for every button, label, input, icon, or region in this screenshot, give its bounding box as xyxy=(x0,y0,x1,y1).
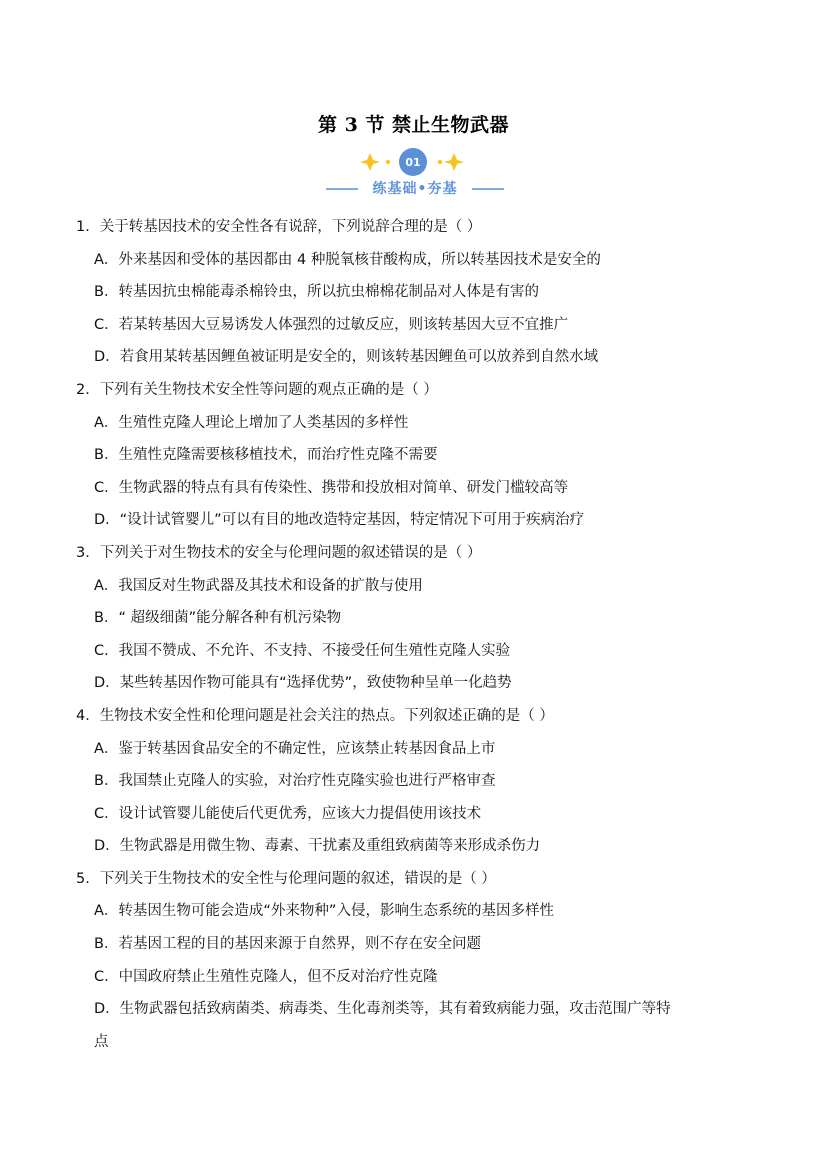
question-stem: 5．下列关于生物技术的安全性与伦理问题的叙述，错误的是（ ） xyxy=(76,870,496,887)
question-stem: 2．下列有关生物技术安全性等问题的观点正确的是（ ） xyxy=(76,381,438,398)
section-badge xyxy=(314,145,514,201)
option-d-continuation: 点 xyxy=(94,1033,109,1050)
page-title: 第 3 节 禁止生物武器 xyxy=(317,114,510,136)
option-b: B．我国禁止克隆人的实验，对治疗性克隆实验也进行严格审查 xyxy=(94,773,496,790)
question-stem: 3．下列关于对生物技术的安全与伦理问题的叙述错误的是（ ） xyxy=(76,544,482,561)
option-d: D．生物武器包括致病菌类、病毒类、生化毒剂类等，其有着致病能力强，攻击范围广等特 xyxy=(94,1001,671,1018)
option-b: B．若基因工程的目的基因来源于自然界，则不存在安全问题 xyxy=(94,936,481,953)
option-d: D．某些转基因作物可能具有“选择优势”，致使物种呈单一化趋势 xyxy=(94,675,512,692)
right-star-icon xyxy=(444,153,464,171)
question-stem: 1．关于转基因技术的安全性各有说辞，下列说辞合理的是（ ） xyxy=(76,219,482,235)
option-a: A．我国反对生物武器及其技术和设备的扩散与使用 xyxy=(94,577,423,594)
option-b: B．转基因抗虫棉能毒杀棉铃虫，所以抗虫棉棉花制品对人体是有害的 xyxy=(94,284,539,301)
question-5 xyxy=(76,863,766,1059)
option-a: A．外来基因和受体的基因都由 4 种脱氧核苷酸构成，所以转基因技术是安全的 xyxy=(94,251,601,268)
question-stem: 4．生物技术安全性和伦理问题是社会关注的热点。下列叙述正确的是（ ） xyxy=(76,707,554,724)
badge-label: 练基础•夯基 xyxy=(372,181,458,197)
question-list xyxy=(76,211,766,1058)
option-d: D．若食用某转基因鲤鱼被证明是安全的，则该转基因鲤鱼可以放养到自然水域 xyxy=(94,349,599,366)
option-b: B．“ 超级细菌”能分解各种有机污染物 xyxy=(94,610,342,627)
option-c: C．设计试管婴儿能使后代更优秀，应该大力提倡使用该技术 xyxy=(94,805,482,822)
option-c: C．我国不赞成、不允许、不支持、不接受任何生殖性克隆人实验 xyxy=(94,642,511,659)
option-a: A．转基因生物可能会造成“外来物种”入侵，影响生态系统的基因多样性 xyxy=(94,903,554,920)
option-d: D．“设计试管婴儿”可以有目的地改造特定基因，特定情况下可用于疾病治疗 xyxy=(94,512,585,529)
option-a: A．鉴于转基因食品安全的不确定性，应该禁止转基因食品上市 xyxy=(94,740,496,757)
question-4 xyxy=(76,700,766,863)
left-star-icon xyxy=(360,153,380,171)
option-c: C．若某转基因大豆易诱发人体强烈的过敏反应，则该转基因大豆不宜推广 xyxy=(94,316,569,333)
option-b: B．生殖性克隆需要核移植技术，而治疗性克隆不需要 xyxy=(94,447,438,464)
question-1 xyxy=(76,211,766,374)
question-3 xyxy=(76,537,766,700)
question-2 xyxy=(76,374,766,537)
option-c: C．生物武器的特点有具有传染性、携带和投放相对简单、研发门槛较高等 xyxy=(94,479,569,496)
option-a: A．生殖性克隆人理论上增加了人类基因的多样性 xyxy=(94,414,409,431)
badge-number: 01 xyxy=(405,156,421,169)
option-c: C．中国政府禁止生殖性克隆人，但不反对治疗性克隆 xyxy=(94,968,438,985)
option-d: D．生物武器是用微生物、毒素、干扰素及重组致病菌等来形成杀伤力 xyxy=(94,838,541,855)
